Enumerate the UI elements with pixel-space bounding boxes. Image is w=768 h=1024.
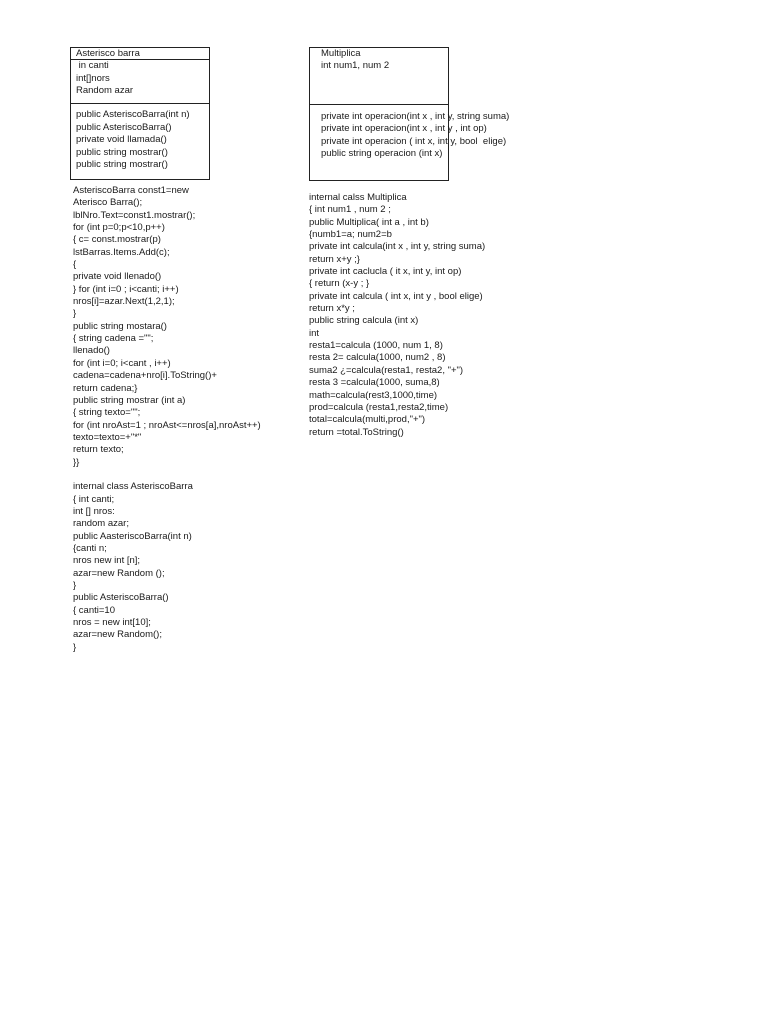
code-line: nros new int [n]; (73, 555, 141, 567)
attribute-line: Random azar (76, 85, 134, 97)
code-line: {numb1=a; num2=b (309, 229, 392, 241)
code-line: int [] nros: (73, 505, 115, 517)
method-line: public string mostrar() (76, 159, 168, 171)
attribute-line: int[]nors (76, 72, 110, 84)
method-line: public string mostrar() (76, 146, 168, 158)
code-line: public AasteriscoBarra(int n) (73, 530, 192, 542)
code-line: } (73, 580, 77, 591)
code-line: { int canti; (73, 493, 115, 505)
code-line: AsteriscoBarra const1=new (73, 185, 189, 196)
class-title: Asterisco barra (76, 48, 140, 59)
code-line: {canti n; (73, 542, 107, 554)
method-line: private int operacion(int x , int y , int op) (321, 123, 487, 135)
code-line: for (int p=0;p<10,p++) (73, 222, 165, 234)
method-line: public string operacion (int x) (321, 148, 443, 160)
attributes-section (71, 60, 209, 103)
code-line: { c= const.mostrar(p) (73, 234, 161, 246)
attribute-line: int num1, num 2 (321, 60, 390, 72)
code-line: suma2 ¿=calcula(resta1, resta2, "+") (309, 364, 464, 376)
code-line: return x+y ;} (309, 253, 360, 265)
code-line: lblNro.Text=const1.mostrar(); (73, 209, 196, 221)
code-line: public string mostrar (int a) (73, 394, 186, 406)
code-line (73, 469, 261, 481)
code-line: }} (73, 456, 80, 468)
class-box-multiplica (309, 47, 510, 181)
class-title-divider (70, 59, 210, 60)
code-line: { canti=10 (73, 604, 115, 616)
class-header-section (310, 48, 448, 104)
method-line: private int operacion ( int x, int y, bool elige) (321, 135, 507, 147)
code-line: random azar; (73, 518, 129, 530)
code-listing-asterisco (73, 185, 261, 654)
code-line: internal calss Multiplica (309, 192, 407, 203)
code-line: lstBarras.Items.Add(c); (73, 246, 170, 258)
code-line: { string texto=""; (73, 407, 141, 419)
method-line: private void llamada() (76, 134, 167, 146)
code-line: { return (x-y ; } (309, 278, 370, 290)
code-line: nros[i]=azar.Next(1,2,1); (73, 296, 175, 308)
code-line: cadena=cadena+nro[i].ToString()+ (73, 370, 217, 382)
code-line: { (73, 259, 77, 271)
method-line: public AsteriscoBarra() (76, 121, 172, 133)
code-line: { int num1 , num 2 ; (309, 204, 391, 216)
code-line: } (73, 641, 77, 653)
code-line: texto=texto=+"*" (73, 431, 142, 443)
code-line: public Multiplica( int a , int b) (309, 216, 429, 228)
code-line: private int caclucla ( it x, int y, int op) (309, 266, 462, 278)
code-line: } for (int i=0 ; i<canti; i++) (73, 283, 179, 295)
code-line: private int calcula ( int x, int y , bool elige) (309, 290, 483, 302)
code-line: Aterisco Barra(); (73, 197, 143, 209)
code-line: nros = new int[10]; (73, 617, 151, 629)
code-line: azar=new Random (); (73, 567, 165, 579)
code-listing-multiplica (309, 192, 485, 439)
code-line: llenado() (73, 345, 110, 357)
class-title: Multiplica (321, 48, 361, 59)
code-line: resta 2= calcula(1000, num2 , 8) (309, 352, 446, 364)
methods-section (310, 104, 510, 161)
code-line: int (309, 327, 320, 339)
code-line: total=calcula(multi,prod,"+") (309, 414, 426, 426)
code-line: { string cadena =""; (73, 333, 154, 345)
code-line: resta 3 =calcula(1000, suma,8) (309, 377, 440, 389)
methods-section (71, 103, 209, 171)
code-line: } (73, 308, 77, 320)
code-line: for (int nroAst=1 ; nroAst<=nros[a],nroAst++) (73, 419, 261, 431)
code-line: math=calcula(rest3,1000,time) (309, 389, 438, 401)
code-line: private int calcula(int x , int y, string suma) (309, 241, 486, 253)
code-line: public AsteriscoBarra() (73, 592, 169, 604)
class-box-asterisco-barra (70, 47, 210, 180)
code-line: prod=calcula (resta1,resta2,time) (309, 401, 449, 413)
code-line: return =total.ToString() (309, 426, 404, 438)
code-line: return cadena;} (73, 382, 138, 394)
code-line: for (int i=0; i<cant , i++) (73, 357, 171, 369)
method-line: public AsteriscoBarra(int n) (76, 109, 190, 121)
attribute-line: in canti (76, 60, 109, 72)
code-line: private void llenado() (73, 271, 162, 283)
code-line: internal class AsteriscoBarra (73, 481, 193, 493)
code-line: public string mostara() (73, 320, 167, 332)
code-line: azar=new Random(); (73, 629, 162, 641)
method-line: private int operacion(int x , int y, string suma) (321, 111, 510, 122)
code-line: return texto; (73, 444, 124, 456)
code-line: return x*y ; (309, 303, 355, 315)
code-line: resta1=calcula (1000, num 1, 8) (309, 340, 443, 352)
code-line: public string calcula (int x) (309, 315, 419, 327)
